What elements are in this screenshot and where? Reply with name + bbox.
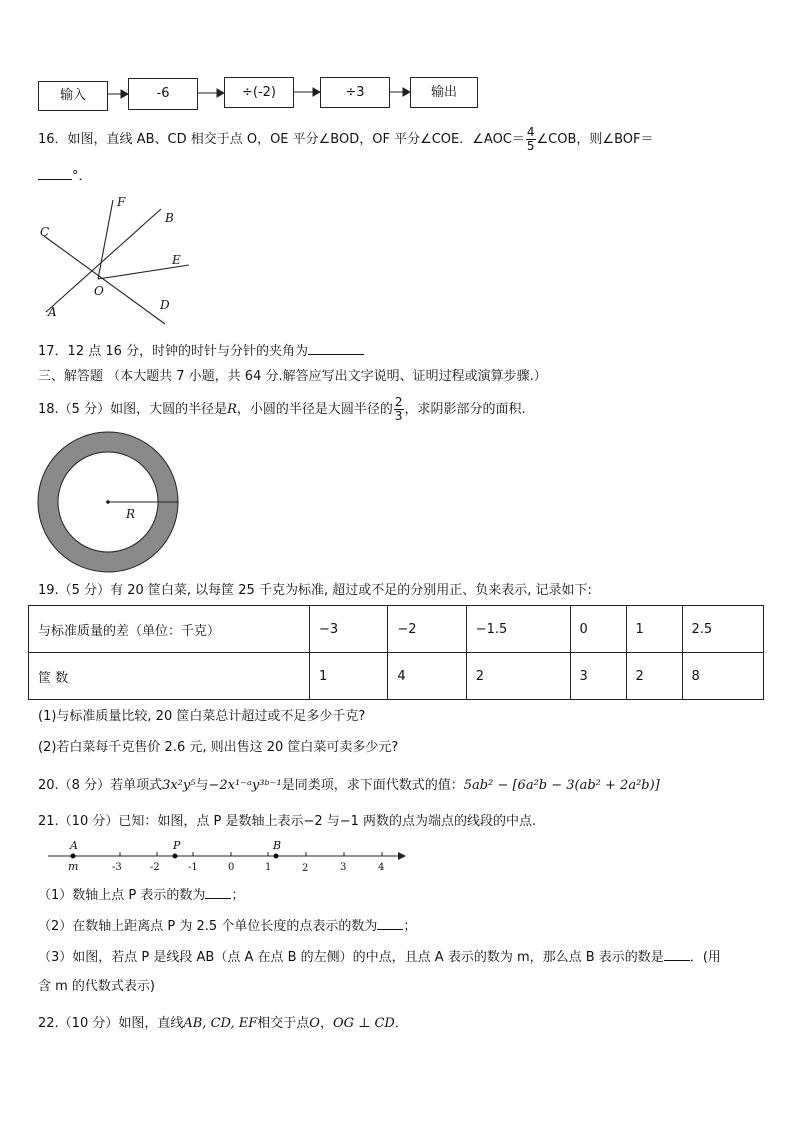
table-cell: 2 (626, 653, 682, 700)
q16-label-F: F (117, 195, 126, 209)
q16-label-E: E (172, 253, 181, 267)
svg-text:B: B (273, 839, 282, 852)
table-cell: −2 (388, 606, 466, 653)
svg-text:-2: -2 (150, 862, 160, 873)
table-cell: 4 (388, 653, 466, 700)
svg-text:-3: -3 (112, 862, 122, 873)
flow-arrows (0, 0, 794, 120)
table-cell: 筐 数 (29, 653, 310, 700)
q21-point-P-dot (173, 854, 178, 859)
q21-sub1-blank[interactable] (205, 885, 231, 899)
svg-text:4: 4 (378, 862, 385, 873)
table-cell: 3 (570, 653, 626, 700)
flow-box-div-neg2: ÷(-2) (224, 77, 294, 108)
q18-fraction: $\frac{2}{3}$ (394, 395, 403, 423)
table-row (29, 606, 764, 653)
q16-text: 16．如图，直线 AB、CD 相交于点 O，OE 平分∠BOD，OF 平分∠COE．∠AOC＝ $\frac{4}{5}$ ∠COB，则∠BOF＝ (38, 125, 654, 153)
table-row (29, 653, 764, 700)
q16-figure (36, 192, 206, 327)
flow-box-input: 输入 (38, 81, 108, 111)
q21-sub3-blank[interactable] (664, 947, 690, 961)
q21-number-line (40, 836, 420, 876)
table-cell: 8 (682, 653, 764, 700)
table-cell: 2 (466, 653, 570, 700)
q21-point-B-dot (274, 854, 279, 859)
q19-intro: 19.（5 分）有 20 筐白菜, 以每筐 25 千克为标准, 超过或不足的分别用正、负来表示, 记录如下: (38, 583, 592, 598)
flow-box-output: 输出 (410, 77, 478, 108)
section3-heading: 三、解答题 （本大题共 7 小题，共 64 分.解答应写出文字说明、证明过程或演算步骤.） (38, 369, 547, 384)
q17-text: 17．12 点 16 分，时钟的时针与分针的夹角为 (38, 341, 364, 362)
q18-radius-label: R (126, 507, 136, 521)
q21-intro: 21.（10 分）已知：如图，点 P 是数轴上表示−2 与−1 两数的点为端点的线段的中点. (38, 814, 537, 829)
q21-sub2-blank[interactable] (377, 916, 403, 930)
table-cell: −1.5 (466, 606, 570, 653)
table-cell: 1 (626, 606, 682, 653)
svg-text:m: m (68, 860, 79, 873)
svg-text:A: A (70, 839, 78, 852)
q16-fraction: $\frac{4}{5}$ (526, 125, 535, 153)
flow-box-div3: ÷3 (320, 77, 390, 108)
q16-label-C: C (40, 225, 50, 239)
svg-text:-1: -1 (188, 862, 198, 873)
table-cell: −3 (310, 606, 388, 653)
q16-label-B: B (165, 211, 174, 225)
q21-sub1: （1）数轴上点 P 表示的数为 ； (38, 885, 244, 906)
q18-annulus-figure (36, 430, 186, 575)
table-cell: 2.5 (682, 606, 764, 653)
svg-text:2: 2 (302, 863, 309, 874)
q21-point-A-dot (71, 854, 76, 859)
q20-text: 20.（8 分）若单项式3x²y⁵与−2x¹⁻ᵃy³ᵇ⁻¹是同类项，求下面代数式的值：5ab² − [6a²b − 3(ab² + 2a²b)] (38, 778, 660, 793)
q21-sub3b: 含 m 的代数式表示) (38, 979, 156, 994)
q17-answer-blank[interactable] (308, 341, 364, 355)
q18-text: 18.（5 分）如图，大圆的半径是R，小圆的半径是大圆半径的 $\frac{2}{3}$ ，求阴影部分的面积. (38, 395, 526, 423)
q16-label-O: O (94, 284, 104, 298)
svg-text:1: 1 (265, 862, 272, 873)
q21-sub2: （2）在数轴上距离点 P 为 2.5 个单位长度的点表示的数为 ； (38, 916, 416, 937)
svg-text:0: 0 (228, 862, 235, 873)
q19-sub1: (1)与标准质量比较, 20 筐白菜总计超过或不足多少千克? (38, 709, 366, 724)
q16-label-D: D (160, 298, 170, 312)
table-cell: 0 (570, 606, 626, 653)
table-cell: 1 (310, 653, 388, 700)
table-cell: 与标准质量的差（单位：千克） (29, 606, 310, 653)
svg-text:P: P (173, 839, 181, 852)
q19-table (28, 605, 764, 700)
q16-answer-line: °． (38, 166, 92, 187)
q19-sub2: (2)若白菜每千克售价 2.6 元, 则出售这 20 筐白菜可卖多少元? (38, 740, 399, 755)
q16-answer-blank[interactable] (38, 166, 72, 180)
q16-label-A: A (48, 305, 57, 319)
flow-box-minus6: -6 (128, 78, 198, 110)
svg-text:3: 3 (340, 862, 347, 873)
q22-text: 22.（10 分）如图，直线AB, CD, EF相交于点O，OG ⊥ CD． (38, 1016, 408, 1031)
q21-sub3a: （3）如图，若点 P 是线段 AB（点 A 在点 B 的左侧）的中点，且点 A 表示的数为 m，那么点 B 表示的数是 ．(用 (38, 947, 721, 968)
